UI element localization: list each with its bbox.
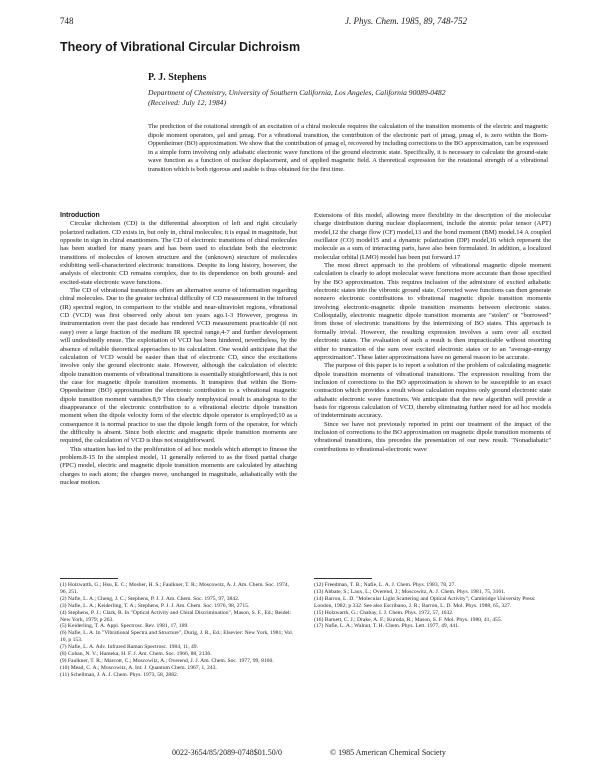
paragraph: The purpose of this paper is to report a solution of the problem of calculating magnetic dipole transition moments of vibrational transitions. The expression resulting from the inclusion of corrections to the BO approximation is shown to be susceptible to an exact contraction which provides a result whose calculation requires only ground electronic state adiabatic electronic wave functions. We anticipate that the new algorithm will provide a basis for rigorous calculation of VCD, thereby eliminating further need for ad hoc models of indeterminate accuracy.	[314, 362, 551, 420]
reference: (17) Nafie, L. A.; Walnut, T. H. Chem. Phys. Lett. 1977, 49, 441.	[314, 623, 460, 630]
reference: (16) Barnett, C. J.; Drake, A. F.; Kuroda, R.; Mason, S. F. Mol. Phys. 1980, 41, 455.	[314, 616, 503, 623]
reference: (5) Keiderling, T. A. Appl. Spectrosc. Rev. 1981, 17, 189.	[60, 623, 189, 630]
reference: (12) Freedman, T. B.; Nafie, L. A. J. Chem. Phys. 1983, 78, 27.	[314, 582, 456, 588]
affiliation-block	[148, 88, 548, 108]
journal-citation: J. Phys. Chem. 1985, 89, 748-752	[345, 16, 467, 26]
reference: (10) Mead, C. A.; Moscowitz, A. Int. J. Quantum Chem. 1967, 1, 243.	[60, 664, 217, 671]
reference: (4) Stephens, P. J.; Clark, R. In "Optical Activity and Chiral Discrimination", Mason, S. F., Ed.; Reidel: New York, 1979; p 263.	[60, 609, 292, 623]
references-right	[314, 582, 551, 630]
paragraph: This situation has led to the proliferation of ad hoc models which attempt to finesse the problem.8-15 In the simplest model, 11 generally referred to as the fixed partial charge (FPC) model, electric and magnetic dipole transition moments are calculated by attaching charges to each atom; the charges move, unchanged in magnitude, adiabatically with the nuclear motion.	[60, 445, 297, 486]
footnote-rule	[60, 578, 118, 579]
reference: (13) Abbate, S.; Laux, L.; Overend, J.; Moscowitz, A. J. Chem. Phys. 1981, 75, 3161.	[314, 588, 506, 595]
paragraph: Since we have not previously reported in print our treatment of the impact of the inclusion of corrections to the BO approximation on magnetic dipole transition moments of vibrational transitions, this precedes the presentation of our new result. "Nonadiabatic" contributions to vibrational-electronic wave	[314, 420, 551, 453]
reference: (7) Nafie, L. A. Adv. Infrared Raman Spectrosc. 1984, 11, 49.	[60, 644, 198, 651]
paragraph: The CD of vibrational transitions offers an alternative source of information regarding chiral molecules. Due to the greater technical difficulty of CD measurement in the infrared (IR) spectral region, in comparison to the visible and near-ultraviolet regions, vibrational CD (VCD) was first observed only about ten years ago.1-3 However, progress in instrumentation over the past decade has rendered VCD measurement practicable (if not easy) over a large fraction of the medium IR spectral range,4-7 and further development will undoubtedly ensue. The exploitation of VCD has been hindered, nevertheless, by the absence of reliable theoretical approaches to its calculation. One would anticipate that the calculation of VCD would be easier than that of electronic CD, since the excitations involve only the ground electronic state. However, although the calculation of electric dipole transition moments of vibrational transitions is essentially straightforward, this is not the case for magnetic dipole transition moments. It transpires that within the Born-Oppenheimer (BO) approximation the electronic contribution to a vibrational magnetic dipole transition moment vanishes.8,9 This clearly nonphysical result is analogous to the disappearance of the electronic contribution to a vibrational electric dipole transition moment when the dipole velocity form of the electric dipole operator is employed;10 as a consequence it is normal practice to use the dipole length form of the operator, for which the difficulty is absent. Since both electric and magnetic dipole transition moments are required, the calculation of VCD is thus not straightforward.	[60, 287, 297, 445]
document-code: 0022-3654/85/2089-0748$01.50/0	[172, 748, 282, 757]
reference: (14) Barron, L. D. "Molecular Light Scattering and Optical Activity"; Cambridge University Press: London, 1982; p 332. See also Escribano, J. R.; Barron, L. D. Mol. Phys. 1988, 65, 327.	[314, 595, 536, 609]
article-title: Theory of Vibrational Circular Dichroism	[60, 40, 301, 54]
affiliation: Department of Chemistry, University of Southern California, Los Angeles, California 90089-0482	[148, 88, 446, 97]
abstract: The prediction of the rotational strength of an excitation of a chiral molecule requires the calculation of the transition moments of the electric and magnetic dipole moment operators, μel and μmag. For a vibrational transition, the contribution of the electronic part of μmag, μmag el, is zero within the Born-Oppenheimer (BO) approximation. We show that the contribution of μmag el, recovered by including corrections to the BO approximation, can be expressed in a simple form involving only adiabatic electronic wave functions of the ground electronic state. Specifically, it is necessary to calculate the ground-state wave function as a function of nuclear displacement, and of applied magnetic field. A theoretical expression for the rotational strength of a vibrational transition which is both rigorous and usable is thus obtained for the first time.	[148, 123, 548, 173]
reference: (2) Nafie, L. A.; Cheng, J. C.; Stephens, P. J. J. Am. Chem. Soc. 1975, 97, 3842.	[60, 595, 240, 602]
paragraph: Extensions of this model, allowing more flexibility in the description of the molecular charge distribution during nuclear displacement, include the atomic polar tensor (APT) model,12 the charge flow (CF) model,13 and the bond moment (BM) model.14 A coupled oscillator (CO) model15 and a dynamic polarization (DP) model,16 which represent the molecule as a sum of interacting parts, have also been formulated. In addition, a localized molecular orbital (LMO) model has been put forward.17	[314, 212, 551, 261]
left-column	[60, 212, 297, 487]
page-number: 748	[60, 16, 74, 26]
reference: (9) Faulkner, T. R.; Marcott, C.; Moscowitz, A.; Overend, J. J. Am. Chem. Soc. 1977, 99, 8160.	[60, 657, 274, 664]
paragraph: Circular dichroism (CD) is the differential absorption of left and right circularly polarized radiation. CD exists in, but only in, chiral molecules; it is equal in magnitude, but opposite in sign in chiral enantiomers. The CD of electronic transitions of chiral molecules has been studied for many years and has been used to elucidate both the electronic transitions of molecules of known structure and the (unknown) structure of molecules exhibiting well-characterized electronic transitions. Despite its long history, however, the analysis of electronic CD remains complex, due to its dependence on both ground- and excited-state electronic wave functions.	[60, 220, 297, 286]
copyright: © 1985 American Chemical Society	[330, 748, 446, 757]
received-date: (Received: July 12, 1984)	[148, 98, 227, 107]
reference: (11) Schellman, J. A. J. Chem. Phys. 1973, 58, 2882.	[60, 671, 179, 678]
reference: (15) Holzwarth, G.; Chabay, I. J. Chem. Phys. 1972, 57, 1632.	[314, 609, 454, 616]
right-column	[314, 212, 551, 454]
section-heading: Introduction	[60, 212, 100, 219]
reference: (1) Holzwarth, G.; Hsu, E. C.; Mosher, H. S.; Faulkner, T. R.; Moscowitz, A. J. Am. Chem. Soc. 1974, 96, 251.	[60, 582, 289, 595]
paragraph: The most direct approach to the problem of vibrational magnetic dipole moment calculation is clearly to adopt molecular wave functions more accurate than those specified by the BO approximation. This requires inclusion of the admixture of excited adiabatic electronic states into the vibronic ground state. Corrected wave functions can then generate nonzero electronic contributions to vibrational magnetic dipole transition moments involving electronic-magnetic dipole transition moments between electronic states. Colloquially, electronic magnetic dipole transition moments are "stolen" or "borrowed" from those of electronic transitions by the intermixing of BO states. This approach is formally trivial. However, the resulting expression involves a sum over all excited electronic states. The evaluation of such a result is then impracticable without resorting either to truncation of the sum over excited electronic states or to an "average-energy approximation". These latter approximations have no general reason to be accurate.	[314, 262, 551, 361]
author: P. J. Stephens	[148, 72, 207, 83]
reference: (6) Nafie, L. A. In "Vibrational Spectra and Structure", Durig, J. R., Ed.; Elsevier: New York, 1981; Vol. 10, p 153.	[60, 630, 294, 644]
reference: (8) Cohan, N. V.; Hameka, H. F. J. Am. Chem. Soc. 1966, 88, 2136.	[60, 651, 212, 658]
references-left	[60, 582, 297, 679]
footnote-rule	[314, 578, 372, 579]
reference: (3) Nafie, L. A.; Keiderling, T. A.; Stephens, P. J. J. Am. Chem. Soc. 1976, 98, 2715.	[60, 602, 250, 609]
